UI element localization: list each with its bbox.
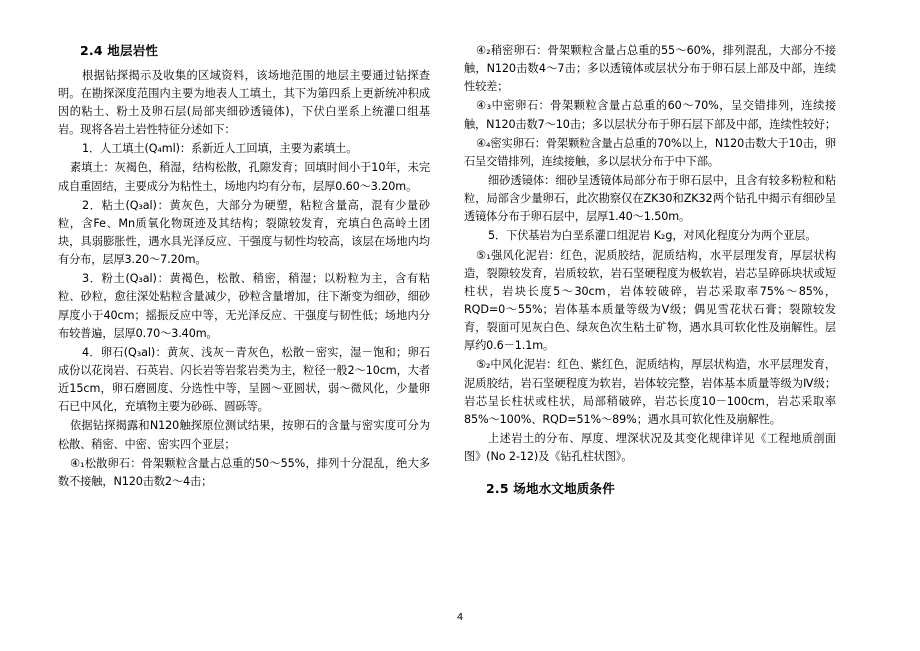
paragraph: 上述岩土的分布、厚度、埋深状况及其变化规律详见《工程地质剖面图》(No 2-12)及《钻孔柱状图》。 <box>464 431 836 464</box>
paragraph: 1．人工填土(Q₄ml)：系新近人工回填，主要为素填土。 <box>82 142 358 156</box>
paragraph: 4．卵石(Q₃al)：黄灰、浅灰－青灰色，松散－密实，湿－饱和；卵石成份以花岗岩、石英岩、闪长岩等岩浆岩类为主，粒径一般2～10cm，大者近15cm，卵石磨圆度、分选性中等，呈圆～亚圆状，弱～微风化，少量卵石已中风化，充填物主要为砂砾、圆砾等。 <box>58 345 430 414</box>
section-heading-2-5: 2.5 场地水文地质条件 <box>486 481 615 497</box>
paragraph: 细砂透镜体：细砂呈透镜体局部分布于卵石层中，且含有较多粉粒和粘粒，局部含少量卵石，此次勘察仅在ZK30和ZK32两个钻孔中揭示有细砂呈透镜体分布于卵石层中，层厚1.40～1.50m。 <box>464 173 836 224</box>
paragraph: ④₃中密卵石：骨架颗粒含量占总重的60～70%，呈交错排列，连续接触，N120击数7～10击；多以层状分布于卵石层下部及中部，连续性较好； <box>464 99 836 131</box>
two-column-layout <box>58 42 862 597</box>
paragraph: ⑤₁强风化泥岩：红色，泥质胶结，泥质结构，水平层理发育，厚层状构造，裂隙较发育，岩质较软，岩石坚硬程度为极软岩，岩芯呈碎砾块状或短柱状，岩块长度5～30cm，岩体较破碎，岩芯采取率75%～85%，RQD=0～55%；岩体基本质量等级为Ⅴ级；偶见雪花状石膏；裂隙较发育，裂面可见灰白色、绿灰色次生粘土矿物，遇水具可软化性及崩解性。层厚约0.6－1.1m。 <box>464 248 836 353</box>
paragraph: ④₂稍密卵石：骨架颗粒含量占总重的55～60%，排列混乱，大部分不接触，N120击数4～7击；多以透镜体或层状分布于卵石层上部及中部，连续性较差； <box>464 44 836 94</box>
left-column <box>58 42 430 492</box>
paragraph: 依据钻探揭露和N120触探原位测试结果，按卵石的含量与密实度可分为松散、稍密、中密、密实四个亚层； <box>58 419 430 451</box>
section-heading-2-4: 2.4 地层岩性 <box>80 43 159 58</box>
paragraph: 3．粉土(Q₃al)：黄褐色，松散、稍密，稍湿；以粉粒为主，含有粘粒、砂粒，愈往深处粘粒含量减少，砂粒含量增加，往下渐变为细砂，细砂厚度小于40cm；摇振反应中等，无光泽反应、干强度与韧性低；场地内分布较普遍，层厚0.70～3.40m。 <box>58 272 430 340</box>
paragraph: 5．下伏基岩为白垩系灌口组泥岩 K₂g，对风化程度分为两个亚层。 <box>488 229 817 243</box>
page-number: 4 <box>456 612 464 623</box>
paragraph: ⑤₂中风化泥岩：红色、紫红色，泥质结构，厚层状构造，水平层理发育，泥质胶结，岩石坚硬程度为软岩，岩体较完整，岩体基本质量等级为Ⅳ级；岩芯呈长柱状或柱状，局部稍破碎，岩芯长度10－100cm，岩芯采取率85%～100%、RQD=51%～89%；遇水具可软化性及崩解性。 <box>464 358 836 426</box>
paragraph: 2．粘土(Q₃al)：黄灰色，大部分为硬塑，粘粒含量高，混有少量砂粒，含Fe、Mn质氧化物斑迹及其结构；裂隙较发育，充填白色高岭土团块，具弱膨胀性，遇水具光泽反应、干强度与韧性均较高，该层在场地内均有分布，层厚3.20～7.20m。 <box>58 198 430 267</box>
right-column <box>464 42 836 505</box>
paragraph: ④₄密实卵石：骨架颗粒含量占总重的70%以上，N120击数大于10击，卵石呈交错排列，连续接触，多以层状分布于中下部。 <box>464 136 836 168</box>
paragraph: 根据钻探揭示及收集的区域资料，该场地范围的地层主要通过钻探查明。在勘探深度范围内主要为地表人工填土，其下为第四系上更新统冲积成因的粘土、粉土及卵石层(局部夹细砂透镜体)，下伏白垩系上统灌口组基岩。现将各岩土岩性特征分述如下： <box>58 68 430 137</box>
paragraph: 素填土：灰褐色，稍湿，结构松散，孔隙发育；回填时间小于10年，未完成自重固结，主要成分为粘性土，场地内均有分布，层厚0.60～3.20m。 <box>58 161 430 193</box>
paragraph: ④₁松散卵石：骨架颗粒含量占总重的50～55%，排列十分混乱，绝大多数不接触，N120击数2～4击； <box>58 456 430 488</box>
